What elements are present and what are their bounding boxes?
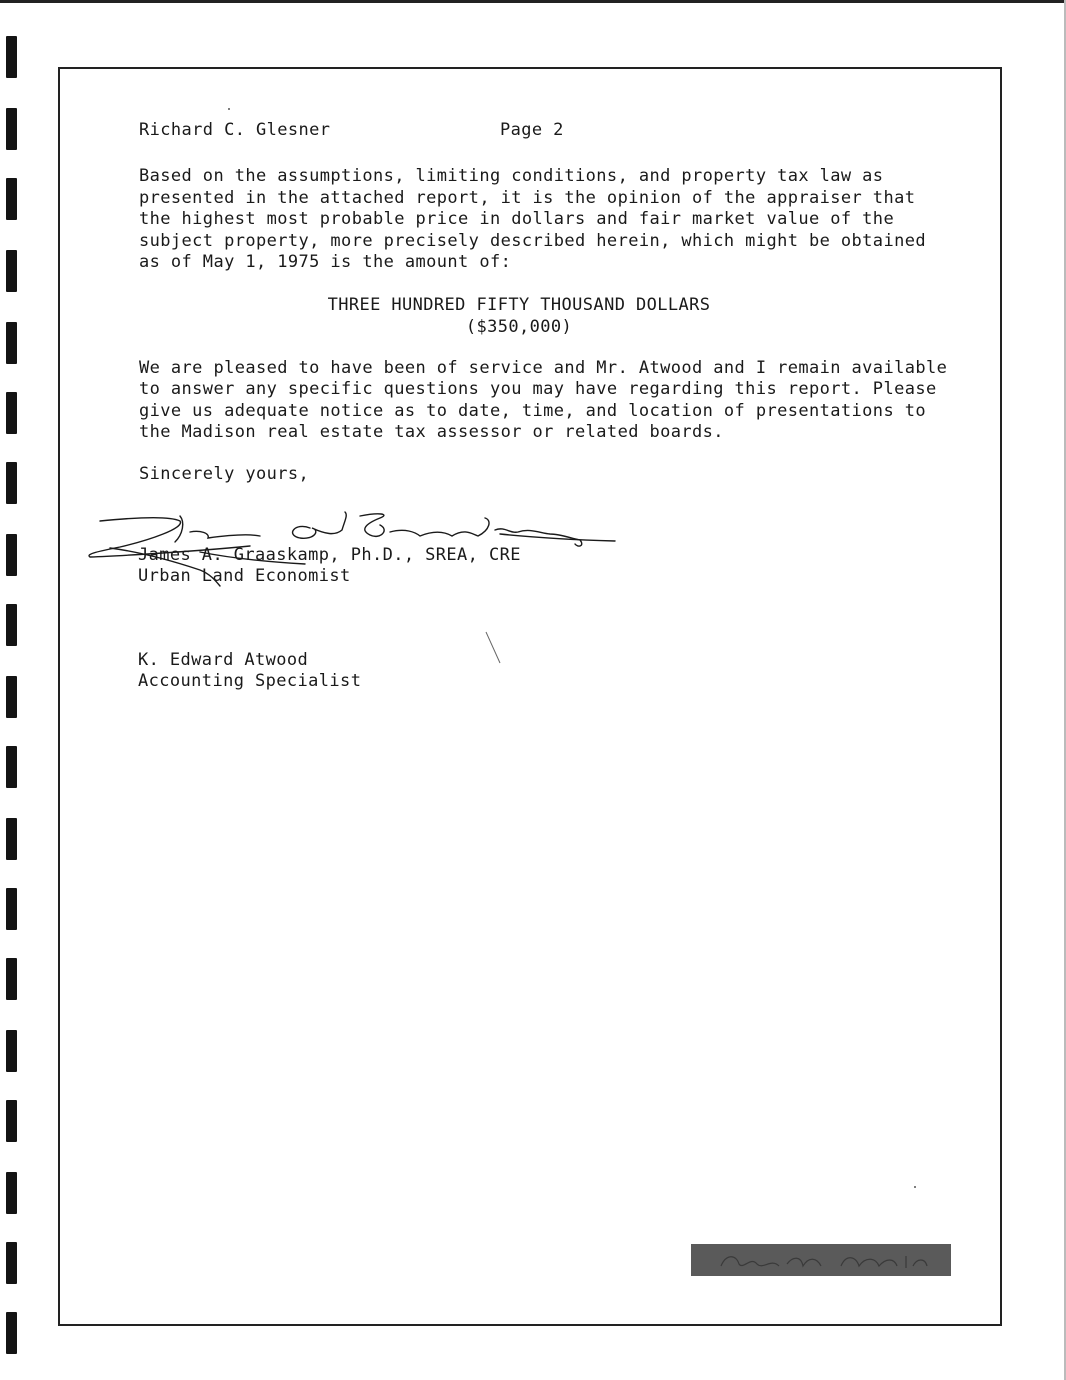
binder-hole bbox=[6, 108, 17, 150]
addressee-name: Richard C. Glesner bbox=[139, 120, 331, 140]
company-logo-bar-icon bbox=[691, 1244, 951, 1276]
page-number: Page 2 bbox=[500, 120, 564, 140]
binder-hole bbox=[6, 888, 17, 930]
binder-hole bbox=[6, 322, 17, 364]
page-header bbox=[139, 120, 969, 144]
binder-hole bbox=[6, 534, 17, 576]
binder-hole bbox=[6, 1172, 17, 1214]
stray-pen-mark-icon bbox=[484, 630, 504, 665]
signatory-title: Urban Land Economist bbox=[138, 566, 351, 586]
scan-speck bbox=[914, 1186, 916, 1188]
scan-speck bbox=[228, 108, 230, 110]
signatory-graaskamp bbox=[138, 545, 521, 587]
binder-hole bbox=[6, 1030, 17, 1072]
signatory-title: Accounting Specialist bbox=[138, 671, 362, 691]
closing-salutation: Sincerely yours, bbox=[139, 463, 310, 484]
letter-body bbox=[139, 120, 969, 485]
binder-holes bbox=[6, 0, 20, 1380]
binder-hole bbox=[6, 604, 17, 646]
amount-in-figures: ($350,000) bbox=[465, 316, 573, 337]
binder-hole bbox=[6, 36, 17, 78]
binder-hole bbox=[6, 462, 17, 504]
binder-hole bbox=[6, 392, 17, 434]
signatory-name: K. Edward Atwood bbox=[138, 650, 309, 670]
scan-top-edge bbox=[0, 0, 1066, 3]
opinion-paragraph: Based on the assumptions, limiting conditions, and property tax law as presented in the attached report, it is the opinion of the appraiser that the highest most probable price in dollars and fair market value of the subject property, more precisely described herein, which might be obtained as of May 1, 1975 is the amount of: bbox=[139, 166, 926, 272]
binder-hole bbox=[6, 818, 17, 860]
binder-hole bbox=[6, 958, 17, 1000]
binder-hole bbox=[6, 178, 17, 220]
binder-hole bbox=[6, 1100, 17, 1142]
binder-hole bbox=[6, 746, 17, 788]
signatory-name: James A. Graaskamp, Ph.D., SREA, CRE bbox=[138, 545, 521, 565]
service-paragraph: We are pleased to have been of service and Mr. Atwood and I remain available to answer any specific questions you may have regarding this report. Please give us adequate notice as to date, time, and location of presentations to the Madison real estate tax assessor or related boards. bbox=[139, 357, 948, 442]
binder-hole bbox=[6, 1242, 17, 1284]
signatory-atwood bbox=[138, 650, 361, 692]
binder-hole bbox=[6, 676, 17, 718]
appraised-amount bbox=[139, 294, 969, 338]
amount-in-words: THREE HUNDRED FIFTY THOUSAND DOLLARS bbox=[327, 294, 711, 315]
binder-hole bbox=[6, 250, 17, 292]
binder-hole bbox=[6, 1312, 17, 1354]
